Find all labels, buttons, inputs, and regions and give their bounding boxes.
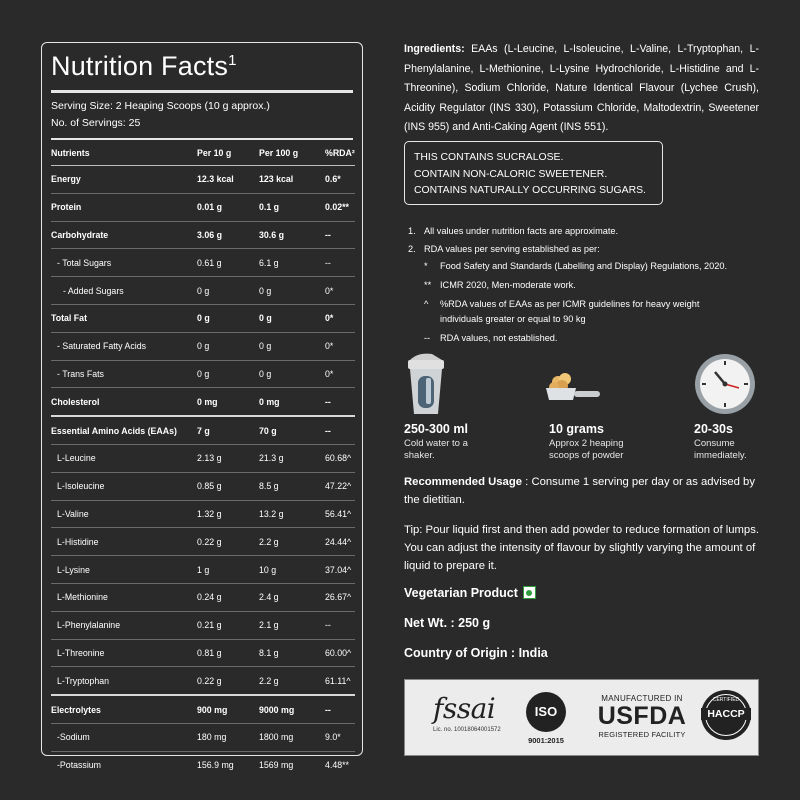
nutrient-value: 0 mg xyxy=(259,388,325,416)
table-row xyxy=(51,304,355,332)
nutrient-value: 2.4 g xyxy=(259,583,325,611)
nutrient-value: 0 g xyxy=(259,332,325,360)
nutrient-value: 0 g xyxy=(259,277,325,305)
nutrient-name: - Added Sugars xyxy=(51,277,197,305)
nutrient-value: -- xyxy=(325,221,355,249)
nutrient-name: L-Histidine xyxy=(51,528,197,556)
nutrient-value: 1800 mg xyxy=(259,723,325,751)
nutrient-value: 1569 mg xyxy=(259,760,294,771)
nutrient-value: 61.11^ xyxy=(325,667,355,695)
veg-mark-icon xyxy=(523,586,536,599)
nutrient-value: 0 g xyxy=(197,304,259,332)
nutrient-value: 6.1 g xyxy=(259,249,325,277)
nutrient-value: -- xyxy=(325,416,355,444)
nutrient-value: 0 g xyxy=(197,277,259,305)
nutrient-value: 24.44^ xyxy=(325,528,355,556)
nutrient-name: - Total Sugars xyxy=(51,249,197,277)
nutrient-value: 7 g xyxy=(197,416,259,444)
table-row xyxy=(51,695,355,723)
nutrient-value: 0* xyxy=(325,277,355,305)
sweetener-warning-box: THIS CONTAINS SUCRALOSE. CONTAIN NON-CALORIC SWEETENER. CONTAINS NATURALLY OCCURRING SUGARS. xyxy=(404,141,663,205)
certifications-strip xyxy=(404,679,759,756)
nutrient-value: 0.85 g xyxy=(197,472,259,500)
serving-info xyxy=(51,98,353,132)
nutrient-value: 0 mg xyxy=(197,388,259,416)
table-header-row xyxy=(51,140,355,166)
nutrient-value: 0 g xyxy=(197,360,259,388)
nutrient-value: 900 mg xyxy=(197,695,259,723)
nutrition-facts-title: Nutrition Facts$^1$ xyxy=(51,51,237,81)
table-row xyxy=(51,360,355,388)
nutrient-name: L-Tryptophan xyxy=(51,667,197,695)
preparation-steps: 250-300 ml Cold water to a shaker. 10 grams Approx 2 heaping scoops of powder 20-30s Consume immediately. xyxy=(396,350,776,465)
scoop-icon xyxy=(544,368,604,418)
table-header-cell: Per 100 g xyxy=(259,140,325,166)
nutrient-value: 156.9 mg xyxy=(197,760,234,771)
table-row xyxy=(51,751,355,778)
nutrient-value: 9.0* xyxy=(325,723,355,751)
footnotes: 1. All values under nutrition facts are approximate. 2. RDA values per serving established as per: * Food Safety and Standards (Labelling and Display) Regulations, 2020. ** ICMR 2020, Men-moderate work. ^ %RDA values of EAAs as per ICMR guidelines for heavy weight individuals greater or equal to 90 kg -- RDA values, not established. xyxy=(408,226,728,343)
table-row xyxy=(51,416,355,444)
clock-icon xyxy=(693,352,757,416)
table-row xyxy=(51,472,355,500)
nutrient-value: 60.00^ xyxy=(325,639,355,667)
nutrient-name: Electrolytes xyxy=(51,695,197,723)
nutrient-value: 1 g xyxy=(197,556,259,584)
table-row xyxy=(51,667,355,695)
nutrient-value: 0 g xyxy=(197,332,259,360)
table-row xyxy=(51,193,355,221)
nutrient-value: 8.1 g xyxy=(259,639,325,667)
table-row xyxy=(51,500,355,528)
nutrient-value: 0* xyxy=(325,332,355,360)
nutrient-value: 0.24 g xyxy=(197,583,259,611)
nutrient-name: Total Fat xyxy=(51,304,197,332)
net-weight: Net Wt. : 250 g xyxy=(404,616,491,630)
table-row xyxy=(51,611,355,639)
nutrient-value: 1.32 g xyxy=(197,500,259,528)
nutrient-value: 0 g xyxy=(259,360,325,388)
nutrient-name: Energy xyxy=(51,166,197,194)
nutrient-value: 2.2 g xyxy=(259,528,325,556)
haccp-logo: CERTIFIED HACCP xyxy=(701,690,751,740)
nutrient-name: L-Valine xyxy=(51,500,197,528)
table-row xyxy=(51,249,355,277)
nutrient-value: 0.22 g xyxy=(197,528,259,556)
nutrient-value: 70 g xyxy=(259,416,325,444)
nutrient-value: 2.1 g xyxy=(259,611,325,639)
nutrient-value: -- xyxy=(325,695,355,723)
nutrient-name: -Sodium xyxy=(51,723,197,751)
nutrient-name: Essential Amino Acids (EAAs) xyxy=(51,416,197,444)
nutrient-value: 0.22 g xyxy=(197,667,259,695)
nutrient-value: 123 kcal xyxy=(259,166,325,194)
table-row xyxy=(51,639,355,667)
nutrient-value: 0.1 g xyxy=(259,193,325,221)
nutrient-value: 37.04^ xyxy=(325,556,355,584)
table-row xyxy=(51,528,355,556)
nutrient-name: L-Lysine xyxy=(51,556,197,584)
serving-size: Serving Size: 2 Heaping Scoops (10 g approx.) xyxy=(51,100,270,112)
nutrient-value: 2.2 g xyxy=(259,667,325,695)
nutrient-value: 13.2 g xyxy=(259,500,325,528)
nutrient-value: -- xyxy=(325,611,355,639)
nutrient-value: 0* xyxy=(325,360,355,388)
nutrient-value: 0.61 g xyxy=(197,249,259,277)
nutrient-value: 4.48** xyxy=(325,760,349,771)
nutrient-value: 0.21 g xyxy=(197,611,259,639)
preparation-tip: Tip: Pour liquid first and then add powder to reduce formation of lumps. You can adjust the intensity of flavour by slightly varying the amount of liquid to prepare it. xyxy=(404,524,759,572)
table-row xyxy=(51,583,355,611)
nutrient-value: 3.06 g xyxy=(197,221,259,249)
nutrient-value: 26.67^ xyxy=(325,583,355,611)
ingredients: Ingredients: EAAs (L-Leucine, L-Isoleucine, L-Valine, L-Tryptophan, L-Phenylalanine, L-Methionine, L-Lysine Hydrochloride, L-Histidine and L-Threonine), Sodium Chloride, Nature Identical Flavour (Lychee Crush), Acidity Regulator (INS 330), Potassium Chloride, Maltodextrin, Sweetener (INS 955) and Anti-Caking Agent (INS 551). xyxy=(404,43,759,133)
nutrient-value: -- xyxy=(325,388,355,416)
country-of-origin: Country of Origin : India xyxy=(404,646,548,660)
nutrient-value: 0.01 g xyxy=(197,193,259,221)
nutrient-value: 2.13 g xyxy=(197,444,259,472)
nutrient-name: Cholesterol xyxy=(51,388,197,416)
usfda-logo: MANUFACTURED IN USFDA REGISTERED FACILITY xyxy=(597,694,687,739)
nutrient-name: Protein xyxy=(51,193,197,221)
nutrient-name: L-Threonine xyxy=(51,639,197,667)
nutrient-value: 12.3 kcal xyxy=(197,166,259,194)
table-row xyxy=(51,166,355,194)
nutrient-value: 30.6 g xyxy=(259,221,325,249)
table-row xyxy=(51,221,355,249)
table-row xyxy=(51,723,355,751)
nutrient-value: 60.68^ xyxy=(325,444,355,472)
nutrient-name: L-Isoleucine xyxy=(51,472,197,500)
nutrient-value: -- xyxy=(325,249,355,277)
nutrient-name: - Saturated Fatty Acids xyxy=(51,332,197,360)
recommended-usage: Recommended Usage : Consume 1 serving per day or as advised by the dietitian. xyxy=(404,476,755,506)
nutrient-value: 0 g xyxy=(259,304,325,332)
nutrient-value: 9000 mg xyxy=(259,695,325,723)
table-header-cell: Nutrients xyxy=(51,140,197,166)
nutrient-value: 0* xyxy=(325,304,355,332)
nutrient-value: 0.81 g xyxy=(197,639,259,667)
nutrition-table xyxy=(51,140,355,779)
nutrient-value: 0.02** xyxy=(325,193,355,221)
servings-count: No. of Servings: 25 xyxy=(51,117,141,129)
nutrient-value: 8.5 g xyxy=(259,472,325,500)
iso-logo: ISO 9001:2015 xyxy=(523,692,569,745)
table-header-cell: %RDA² xyxy=(325,140,355,166)
nutrient-value: 0.6* xyxy=(325,166,355,194)
nutrient-name: Carbohydrate xyxy=(51,221,197,249)
nutrient-value: 10 g xyxy=(259,556,325,584)
vegetarian-label: Vegetarian Product xyxy=(404,586,759,600)
nutrient-value: 180 mg xyxy=(197,723,259,751)
table-row xyxy=(51,556,355,584)
nutrient-name: - Trans Fats xyxy=(51,360,197,388)
nutrient-name: L-Leucine xyxy=(51,444,197,472)
nutrient-name: L-Methionine xyxy=(51,583,197,611)
nutrient-value: 47.22^ xyxy=(325,472,355,500)
fssai-logo: fssai Lic. no. 10018064001572 xyxy=(433,692,501,733)
shaker-icon xyxy=(398,350,458,418)
table-row xyxy=(51,444,355,472)
nutrient-value: 56.41^ xyxy=(325,500,355,528)
divider xyxy=(51,90,353,93)
table-row xyxy=(51,388,355,416)
table-row xyxy=(51,277,355,305)
nutrient-name: -Potassium xyxy=(57,760,101,771)
nutrient-value: 21.3 g xyxy=(259,444,325,472)
nutrient-name: L-Phenylalanine xyxy=(51,611,197,639)
table-row xyxy=(51,332,355,360)
nutrition-facts-panel xyxy=(41,42,363,771)
table-header-cell: Per 10 g xyxy=(197,140,259,166)
